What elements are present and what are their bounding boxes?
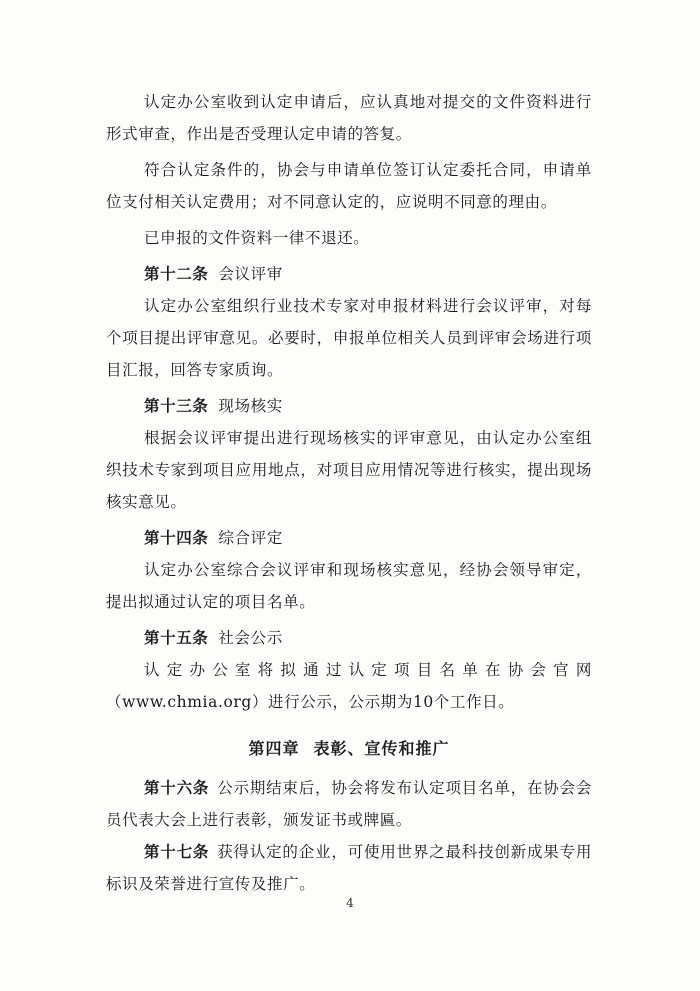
article-15-heading [106, 622, 592, 654]
article-12-body: 认定办公室组织行业技术专家对申报材料进行会议评审，对每个项目提出评审意见。必要时，申报单位相关人员到评审会场进行项目汇报，回答专家质询。 [106, 297, 592, 379]
article-13-number: 第十三条 [144, 396, 209, 415]
article-16-paragraph [106, 772, 592, 836]
intro-paragraph-2: 符合认定条件的，协会与申请单位签订认定委托合同，申请单位支付相关认定费用；对不同意认定的，应说明不同意的理由。 [106, 161, 592, 211]
chapter-4-heading [106, 732, 592, 766]
page-number: 4 [346, 896, 354, 910]
chapter-4-number: 第四章 [248, 739, 300, 758]
article-17-paragraph [106, 836, 592, 900]
article-17-body: 获得认定的企业，可使用世界之最科技创新成果专用标识及荣誉进行宣传及推广。 [106, 843, 592, 893]
article-14-body: 认定办公室综合会议评审和现场核实意见，经协会领导审定，提出拟通过认定的项目名单。 [106, 561, 592, 611]
chapter-4-title: 表彰、宣传和推广 [313, 739, 450, 758]
intro-paragraph-3: 已申报的文件资料一律不退还。 [144, 229, 370, 247]
article-13-heading [106, 390, 592, 422]
article-14-title: 综合评定 [218, 529, 283, 547]
article-15-body: 认定办公室将拟通过认定项目名单在协会官网（www.chmia.org）进行公示，公示期为10个工作日。 [106, 661, 592, 711]
article-12-heading [106, 258, 592, 290]
article-15-number: 第十五条 [144, 628, 209, 647]
article-15-title: 社会公示 [218, 629, 283, 647]
document-body [106, 86, 592, 900]
article-12-title: 会议评审 [218, 265, 283, 283]
article-13-body: 根据会议评审提出进行现场核实的评审意见，由认定办公室组织技术专家到项目应用地点，对项目应用情况等进行核实，提出现场核实意见。 [106, 429, 592, 511]
article-14-number: 第十四条 [144, 528, 209, 547]
article-17-number: 第十七条 [144, 842, 210, 861]
article-13-title: 现场核实 [218, 397, 283, 415]
intro-paragraph-1: 认定办公室收到认定申请后，应认真地对提交的文件资料进行形式审查，作出是否受理认定申请的答复。 [106, 93, 592, 143]
article-12-number: 第十二条 [144, 264, 209, 283]
article-14-heading [106, 522, 592, 554]
article-16-number: 第十六条 [144, 778, 210, 797]
article-16-body: 公示期结束后，协会将发布认定项目名单，在协会会员代表大会上进行表彰，颁发证书或牌匾。 [106, 779, 592, 829]
